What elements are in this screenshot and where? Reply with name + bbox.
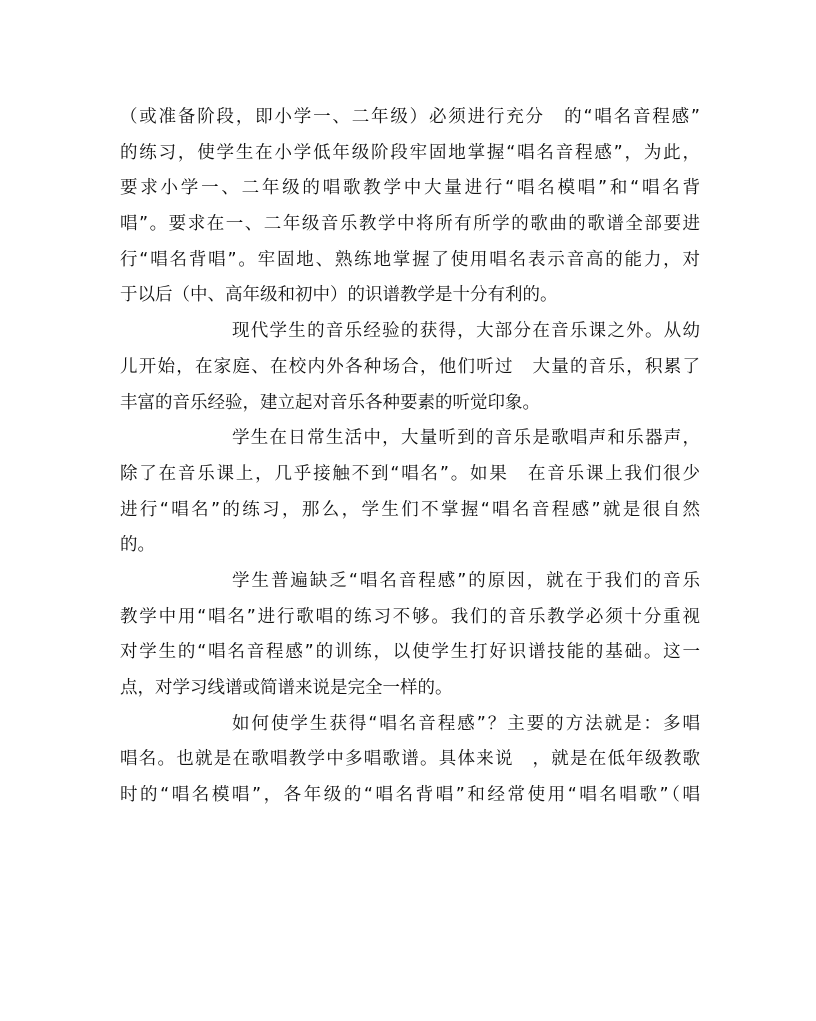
text-line: 丰富的音乐经验，建立起对音乐各种要素的听觉印象。 — [120, 392, 540, 413]
text-line: 学生在日常生活中，大量听到的音乐是歌唱声和乐器声， — [232, 428, 700, 449]
text-line: 点，对学习线谱或简谱来说是完全一样的。 — [120, 678, 453, 698]
text-line: （或准备阶段，即小学一、二年级）必须进行充分 的“唱名音程感” — [120, 107, 700, 127]
text-line: 儿开始，在家庭、在校内外各种场合，他们听过 大量的音乐，积累了 — [120, 356, 700, 377]
text-line: 要求小学一、二年级的唱歌教学中大量进行“唱名模唱”和“唱名背 — [120, 178, 700, 199]
text-line: 对学生的“唱名音程感”的训练，以使学生打好识谱技能的基础。这一 — [120, 642, 700, 663]
text-line: 现代学生的音乐经验的获得，大部分在音乐课之外。从幼 — [232, 321, 700, 342]
paragraph — [120, 421, 700, 564]
paragraph — [120, 314, 700, 421]
paragraph — [120, 707, 700, 814]
text-line: 时的“唱名模唱”，各年级的“唱名背唱”和经常使用“唱名唱歌”（唱 — [120, 785, 700, 806]
text-line: 学生普遍缺乏“唱名音程感”的原因，就在于我们的音乐 — [232, 570, 700, 591]
text-line: 教学中用“唱名”进行歌唱的练习不够。我们的音乐教学必须十分重视 — [120, 606, 700, 627]
text-line: 唱”。要求在一、二年级音乐教学中将所有所学的歌曲的歌谱全部要进 — [120, 214, 700, 235]
paragraph — [120, 564, 700, 707]
document-body — [120, 100, 700, 814]
text-line: 唱名。也就是在歌唱教学中多唱歌谱。具体来说 ，就是在低年级教歌 — [120, 749, 700, 770]
text-line: 除了在音乐课上，几乎接触不到“唱名”。如果 在音乐课上我们很少 — [120, 463, 700, 484]
text-line: 行“唱名背唱”。牢固地、熟练地掌握了使用唱名表示音高的能力，对 — [120, 249, 700, 270]
text-line: 于以后（中、高年级和初中）的识谱教学是十分有利的。 — [120, 285, 558, 306]
text-line: 的练习，使学生在小学低年级阶段牢固地掌握“唱名音程感”，为此， — [120, 142, 700, 163]
paragraph — [120, 100, 700, 314]
text-line: 的。 — [120, 535, 155, 556]
text-line: 如何使学生获得“唱名音程感”？主要的方法就是：多唱 — [232, 713, 700, 734]
text-line: 进行“唱名”的练习，那么，学生们不掌握“唱名音程感”就是很自然 — [120, 499, 700, 520]
